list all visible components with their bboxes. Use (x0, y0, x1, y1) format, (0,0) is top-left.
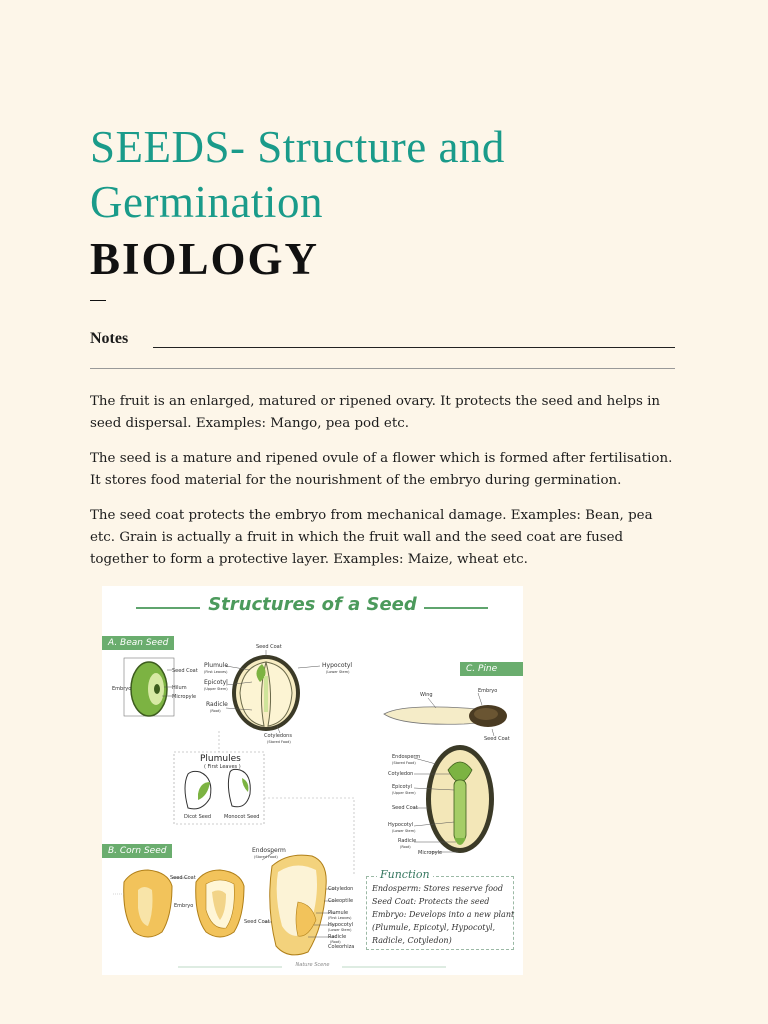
notes-underline (153, 347, 675, 348)
corn-plumule-sub-label: (First Leaves) (328, 916, 352, 920)
plumules-title: Plumules (200, 754, 241, 764)
plumule-sub-label: (First Leaves) (204, 670, 228, 674)
dicot-seed-label: Dicot Seed (184, 814, 212, 820)
pine-seed-coat-label: Seed Coat (484, 736, 510, 742)
function-line: (Plumule, Epicotyl, Hypocotyl, (372, 923, 496, 932)
corn-plumule-label: Plumule (328, 910, 349, 916)
corn-embryo-label: Embryo (174, 903, 194, 909)
figure-title: Structures of a Seed (208, 594, 417, 615)
monocot-seed-label: Monocot Seed (224, 814, 260, 820)
corn-radicle-sub-label: (Root) (330, 940, 341, 944)
tag-pine-seed: C. Pine Seed (460, 662, 523, 676)
paragraph-seed-coat: The seed coat protects the embryo from mechanical damage. Examples: Bean, pea etc. Grain is actually a fruit in which the fruit wall and the seed coat are fused together to form a protective layer. Examples: Maize, wheat etc. (90, 508, 653, 567)
cotyledons-sub-label: (Stored Food) (267, 740, 291, 744)
bean-hilum-label: Hilum (172, 685, 187, 691)
cotyledons-label: Cotyledons (264, 733, 292, 739)
pine-seed-section-illustration (414, 745, 494, 853)
paragraph-seed: The seed is a mature and ripened ovule of a flower which is formed after fertilisation. It stores food material for the nourishment of the embryo during germination. (90, 451, 673, 488)
corn-radicle-label: Radicle (328, 934, 347, 940)
pine-seed-coat2-label: Seed Coat (392, 805, 418, 811)
bean-seed-illustration (124, 658, 174, 716)
bean-seed-opened-illustration (226, 650, 320, 733)
function-line: Embryo: Develops into a new plant (372, 910, 515, 919)
tag-corn-seed: B. Corn Seed (102, 844, 172, 858)
section-divider (90, 368, 675, 369)
radicle-sub-label: (Root) (210, 709, 221, 713)
epicotyl-label: Epicotyl (204, 679, 228, 686)
notes-label: Notes (90, 330, 129, 347)
bean-open-seed-coat-label: Seed Coat (256, 644, 282, 650)
notes-row (90, 330, 675, 354)
corn-cotyledon-label: Cotyledon (328, 886, 354, 892)
paragraph-fruit: The fruit is an enlarged, matured or ripened ovary. It protects the seed and helps in seed dispersal. Examples: Mango, pea pod etc. (90, 394, 661, 431)
corn-endosperm-label: Endosperm (252, 847, 286, 854)
pine-seed-illustration (384, 693, 507, 736)
corn-hypocotyl-sub-label: (Lower Stem) (328, 928, 352, 932)
title-dash (90, 300, 106, 301)
pine-micropyle-label: Micropyle (418, 850, 443, 856)
page-title: SEEDS- Structure and Germination (90, 122, 505, 227)
corn-coleorhiza-label: Coleorhiza (328, 944, 355, 950)
pine-radicle-sub-label: (Root) (400, 845, 411, 849)
plumule-label: Plumule (204, 662, 229, 669)
corn-seed-illustrations (112, 852, 336, 955)
page-subtitle: BIOLOGY (90, 234, 320, 284)
pine-epicotyl-sub-label: (Upper Stem) (392, 791, 416, 795)
tag-bean-seed: A. Bean Seed (102, 636, 174, 650)
pine-radicle-label: Radicle (398, 838, 417, 844)
radicle-label: Radicle (206, 701, 228, 708)
bean-seed-coat-label: Seed Coat (172, 668, 198, 674)
function-line: Endosperm: Stores reserve food (372, 884, 503, 893)
plumules-sub: ( First Leaves ) (204, 764, 241, 770)
corn-coleoptile-label: Coleoptile (328, 898, 354, 904)
pine-hypocotyl-sub-label: (Lower Stem) (392, 829, 416, 833)
bean-embryo-label: Embryo (112, 686, 132, 692)
pine-epicotyl-label: Epicotyl (392, 784, 412, 790)
corn-endosperm-sub-label: (Stored Food) (254, 855, 278, 859)
seed-structure-figure (102, 586, 523, 975)
pine-endosperm-sub-label: (Stored Food) (392, 761, 416, 765)
hypocotyl-label: Hypocotyl (322, 662, 353, 669)
corn-seed-coat2-label: Seed Coat (244, 919, 270, 925)
function-title: Function (377, 868, 433, 881)
pine-cotyledon-label: Cotyledon (388, 771, 414, 777)
hypocotyl-sub-label: (Lower Stem) (326, 670, 350, 674)
bean-micropyle-label: Micropyle (172, 694, 197, 700)
figure-footer: Nature Scene (295, 962, 330, 968)
epicotyl-sub-label: (Upper Stem) (204, 687, 228, 691)
function-line: Seed Coat: Protects the seed (372, 897, 490, 906)
corn-seed-coat-label: Seed Coat (170, 875, 196, 881)
pine-hypocotyl-label: Hypocotyl (388, 822, 414, 828)
pine-embryo-label: Embryo (478, 688, 498, 694)
function-line: Radicle, Cotyledon) (372, 936, 452, 945)
pine-wing-label: Wing (420, 692, 433, 698)
corn-hypocotyl-label: Hypocotyl (328, 922, 354, 928)
pine-endosperm-label: Endosperm (392, 754, 421, 760)
